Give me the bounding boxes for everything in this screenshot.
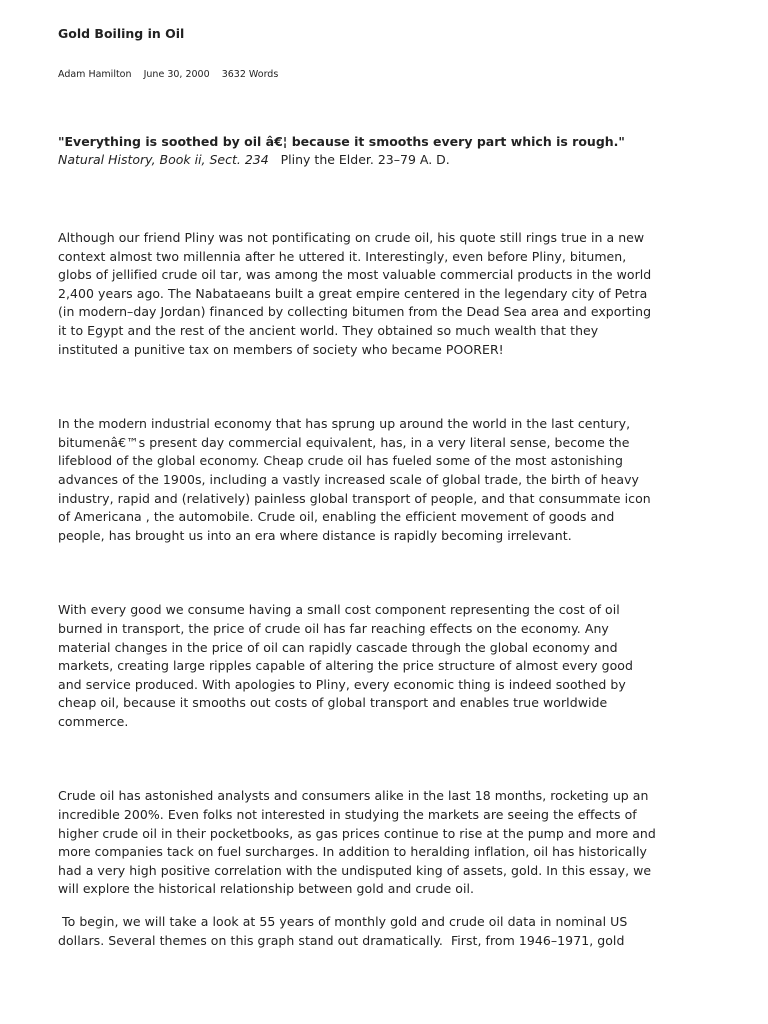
body-paragraph: To begin, we will take a look at 55 years of monthly gold and crude oil data in nominal US dollars. Several themes on this graph stand out dramatically. First, from 1946–1971, gold [58, 914, 632, 948]
body-paragraph: With every good we consume having a small cost component representing the cost of oil burned in transport, the price of crude oil has far reaching effects on the economy. Any material changes in the price of oil can rapidly cascade through the global economy and markets, creating large ripples capable of altering the price structure of almost every good and service produced. With apologies to Pliny, every economic thing is indeed soothed by cheap oil, because it smooths out costs of global transport and enables true worldwide commerce. [58, 602, 633, 729]
body-paragraph: Although our friend Pliny was not pontificating on crude oil, his quote still rings true in a new context almost two millennia after he uttered it. Interestingly, even before Pliny, bitumen, globs of jellified crude oil tar, was among the most valuable commercial products in the world 2,400 years ago. The Nabataeans built a great empire centered in the legendary city of Petra (in modern–day Jordan) financed by collecting bitumen from the Dead Sea area and exporting it to Egypt and the rest of the ancient world. They obtained so much wealth that they instituted a punitive tax on members of society who became POORER! [58, 230, 652, 357]
citation-source: Natural History, Book ii, Sect. 234 [58, 152, 269, 167]
document-title: Gold Boiling in Oil [58, 26, 185, 41]
epigraph-citation [58, 151, 658, 169]
author-name: Adam Hamilton [58, 69, 132, 80]
epigraph-quote: "Everything is soothed by oil â€¦ because it smooths every part which is rough." [58, 134, 625, 149]
body-paragraph: Crude oil has astonished analysts and consumers alike in the last 18 months, rocketing up an incredible 200%. Even folks not interested in studying the markets are seeing the effects of higher crude oil in their pocketbooks, as gas prices continue to rise at the pump and more and more companies tack on fuel surcharges. In addition to heralding inflation, oil has historically had a very high positive correlation with the undisputed king of assets, gold. In this essay, we will explore the historical relationship between gold and crude oil. [58, 788, 656, 897]
word-count: 3632 Words [221, 69, 279, 80]
citation-author: Pliny the Elder. 23–79 A. D. [280, 152, 450, 167]
publish-date: June 30, 2000 [143, 69, 210, 80]
document-page [58, 24, 658, 950]
document-meta [58, 68, 658, 82]
body-paragraph: In the modern industrial economy that has sprung up around the world in the last century, bitumenâ€™s present day commercial equivalent, has, in a very literal sense, become the lifeblood of the global economy. Cheap crude oil has fueled some of the most astonishing advances of the 1900s, including a vastly increased scale of global trade, the birth of heavy industry, rapid and (relatively) painless global transport of people, and that consummate icon of Americana , the automobile. Crude oil, enabling the efficient movement of goods and people, has brought us into an era where distance is rapidly becoming irrelevant. [58, 416, 651, 543]
